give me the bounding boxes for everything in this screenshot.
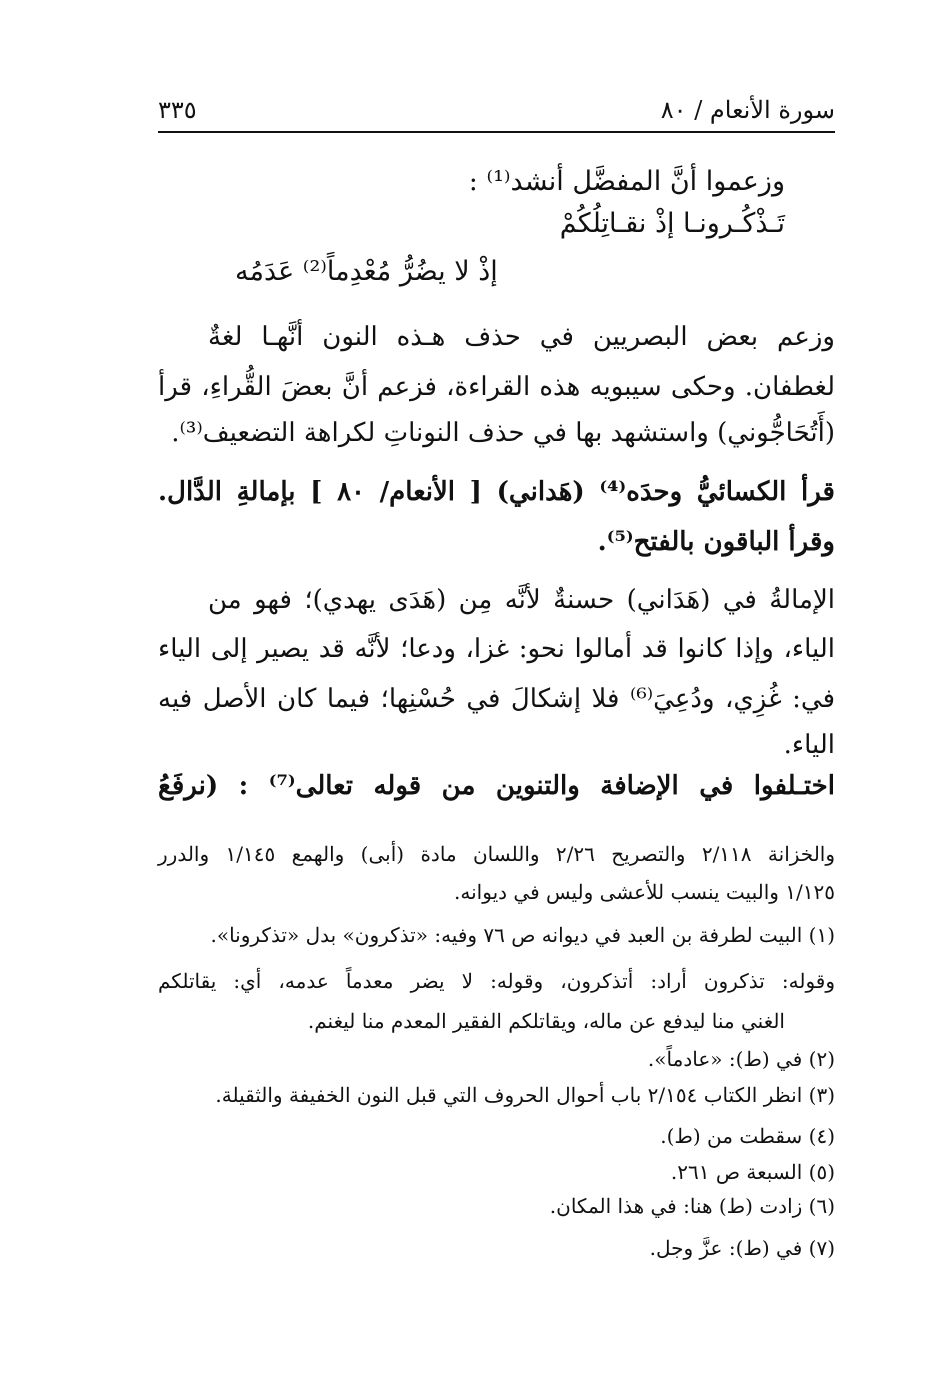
running-title: سورة الأنعام / ٨٠ xyxy=(660,96,835,124)
footnote-continuation-1: والخزانة ٢/١١٨ والتصريح ٢/٢٦ واللسان مادة (أبى) والهمع ١/١٤٥ والدرر xyxy=(158,842,836,866)
paragraph-4-line-1: اختـلفوا في الإضافة والتنوين من قوله تعالى⁽⁷⁾ : (نرفَعُ xyxy=(158,771,835,801)
paragraph-1-line-1: وزعم بعض البصريين في حذف هـذه النون أنَّهـا لغةٌ xyxy=(208,322,835,352)
paragraph-3-line-3: في: غُزِي، ودُعِيَ⁽⁶⁾ فلا إشكالَ في حُسْنِها؛ فيما كان الأصل فيه xyxy=(158,684,835,714)
footnote-6: (٦) زادت (ط) هنا: في هذا المكان. xyxy=(549,1194,835,1218)
page-number: ٣٣٥ xyxy=(158,96,197,124)
verse-intro: وزعموا أنَّ المفضَّل أنشد⁽¹⁾ : xyxy=(468,166,785,197)
paragraph-2-line-2: وقرأ الباقون بالفتح⁽⁵⁾. xyxy=(597,527,835,557)
footnote-3: (٣) انظر الكتاب ٢/١٥٤ باب أحوال الحروف التي قبل النون الخفيفة والثقيلة. xyxy=(215,1083,835,1107)
footnote-2: (٢) في (ط): «عادماً». xyxy=(647,1047,835,1071)
paragraph-2-line-1: قرأ الكسائيُّ وحدَه⁽⁴⁾ (هَداني) [ الأنعام/ ٨٠ ] بإمالةِ الدَّال. xyxy=(158,477,835,507)
footnote-1-line-2: وقوله: تذكرون أراد: أتذكرون، وقوله: لا يضر معدماً عدمه، أي: يقاتلكم xyxy=(158,969,835,993)
paragraph-1-line-3: (أَتُحَاجُّوني) واستشهد بها في حذف النوناتِ لكراهة التضعيف⁽³⁾. xyxy=(171,418,835,448)
footnote-7: (٧) في (ط): عزَّ وجل. xyxy=(649,1236,835,1260)
verse-line-1: تَـذْكُـرونـا إذْ نقـاتِلُكُمْ xyxy=(559,208,785,239)
verse-line-2: إذْ لا يضُرُّ مُعْدِماً⁽²⁾ عَدَمُه xyxy=(235,256,498,287)
footnote-4: (٤) سقطت من (ط). xyxy=(660,1124,835,1148)
footnote-1: (١) البيت لطرفة بن العبد في ديوانه ص ٧٦ وفيه: «تذكرون» بدل «تذكرونا». xyxy=(210,923,835,947)
header-rule xyxy=(158,131,835,133)
paragraph-1-line-2: لغطفان. وحكى سيبويه هذه القراءة، فزعم أنَّ بعضَ القُّراءِ، قرأ xyxy=(158,372,835,402)
paragraph-3-line-1: الإمالةُ في (هَدَاني) حسنةٌ لأنَّه مِن (هَدَى يهدي)؛ فهو من xyxy=(208,585,835,615)
paragraph-3-line-2: الياء، وإذا كانوا قد أمالوا نحو: غزا، ودعا؛ لأنَّه قد يصير إلى الياء xyxy=(158,634,835,664)
footnote-continuation-2: ١/١٢٥ والبيت ينسب للأعشى وليس في ديوانه. xyxy=(454,880,835,904)
paragraph-3-line-4: الياء. xyxy=(783,730,835,760)
footnote-1-line-3: الغني منا ليدفع عن ماله، ويقاتلكم الفقير المعدم منا ليغنم. xyxy=(307,1009,785,1033)
footnote-5: (٥) السبعة ص ٢٦١. xyxy=(670,1160,835,1184)
